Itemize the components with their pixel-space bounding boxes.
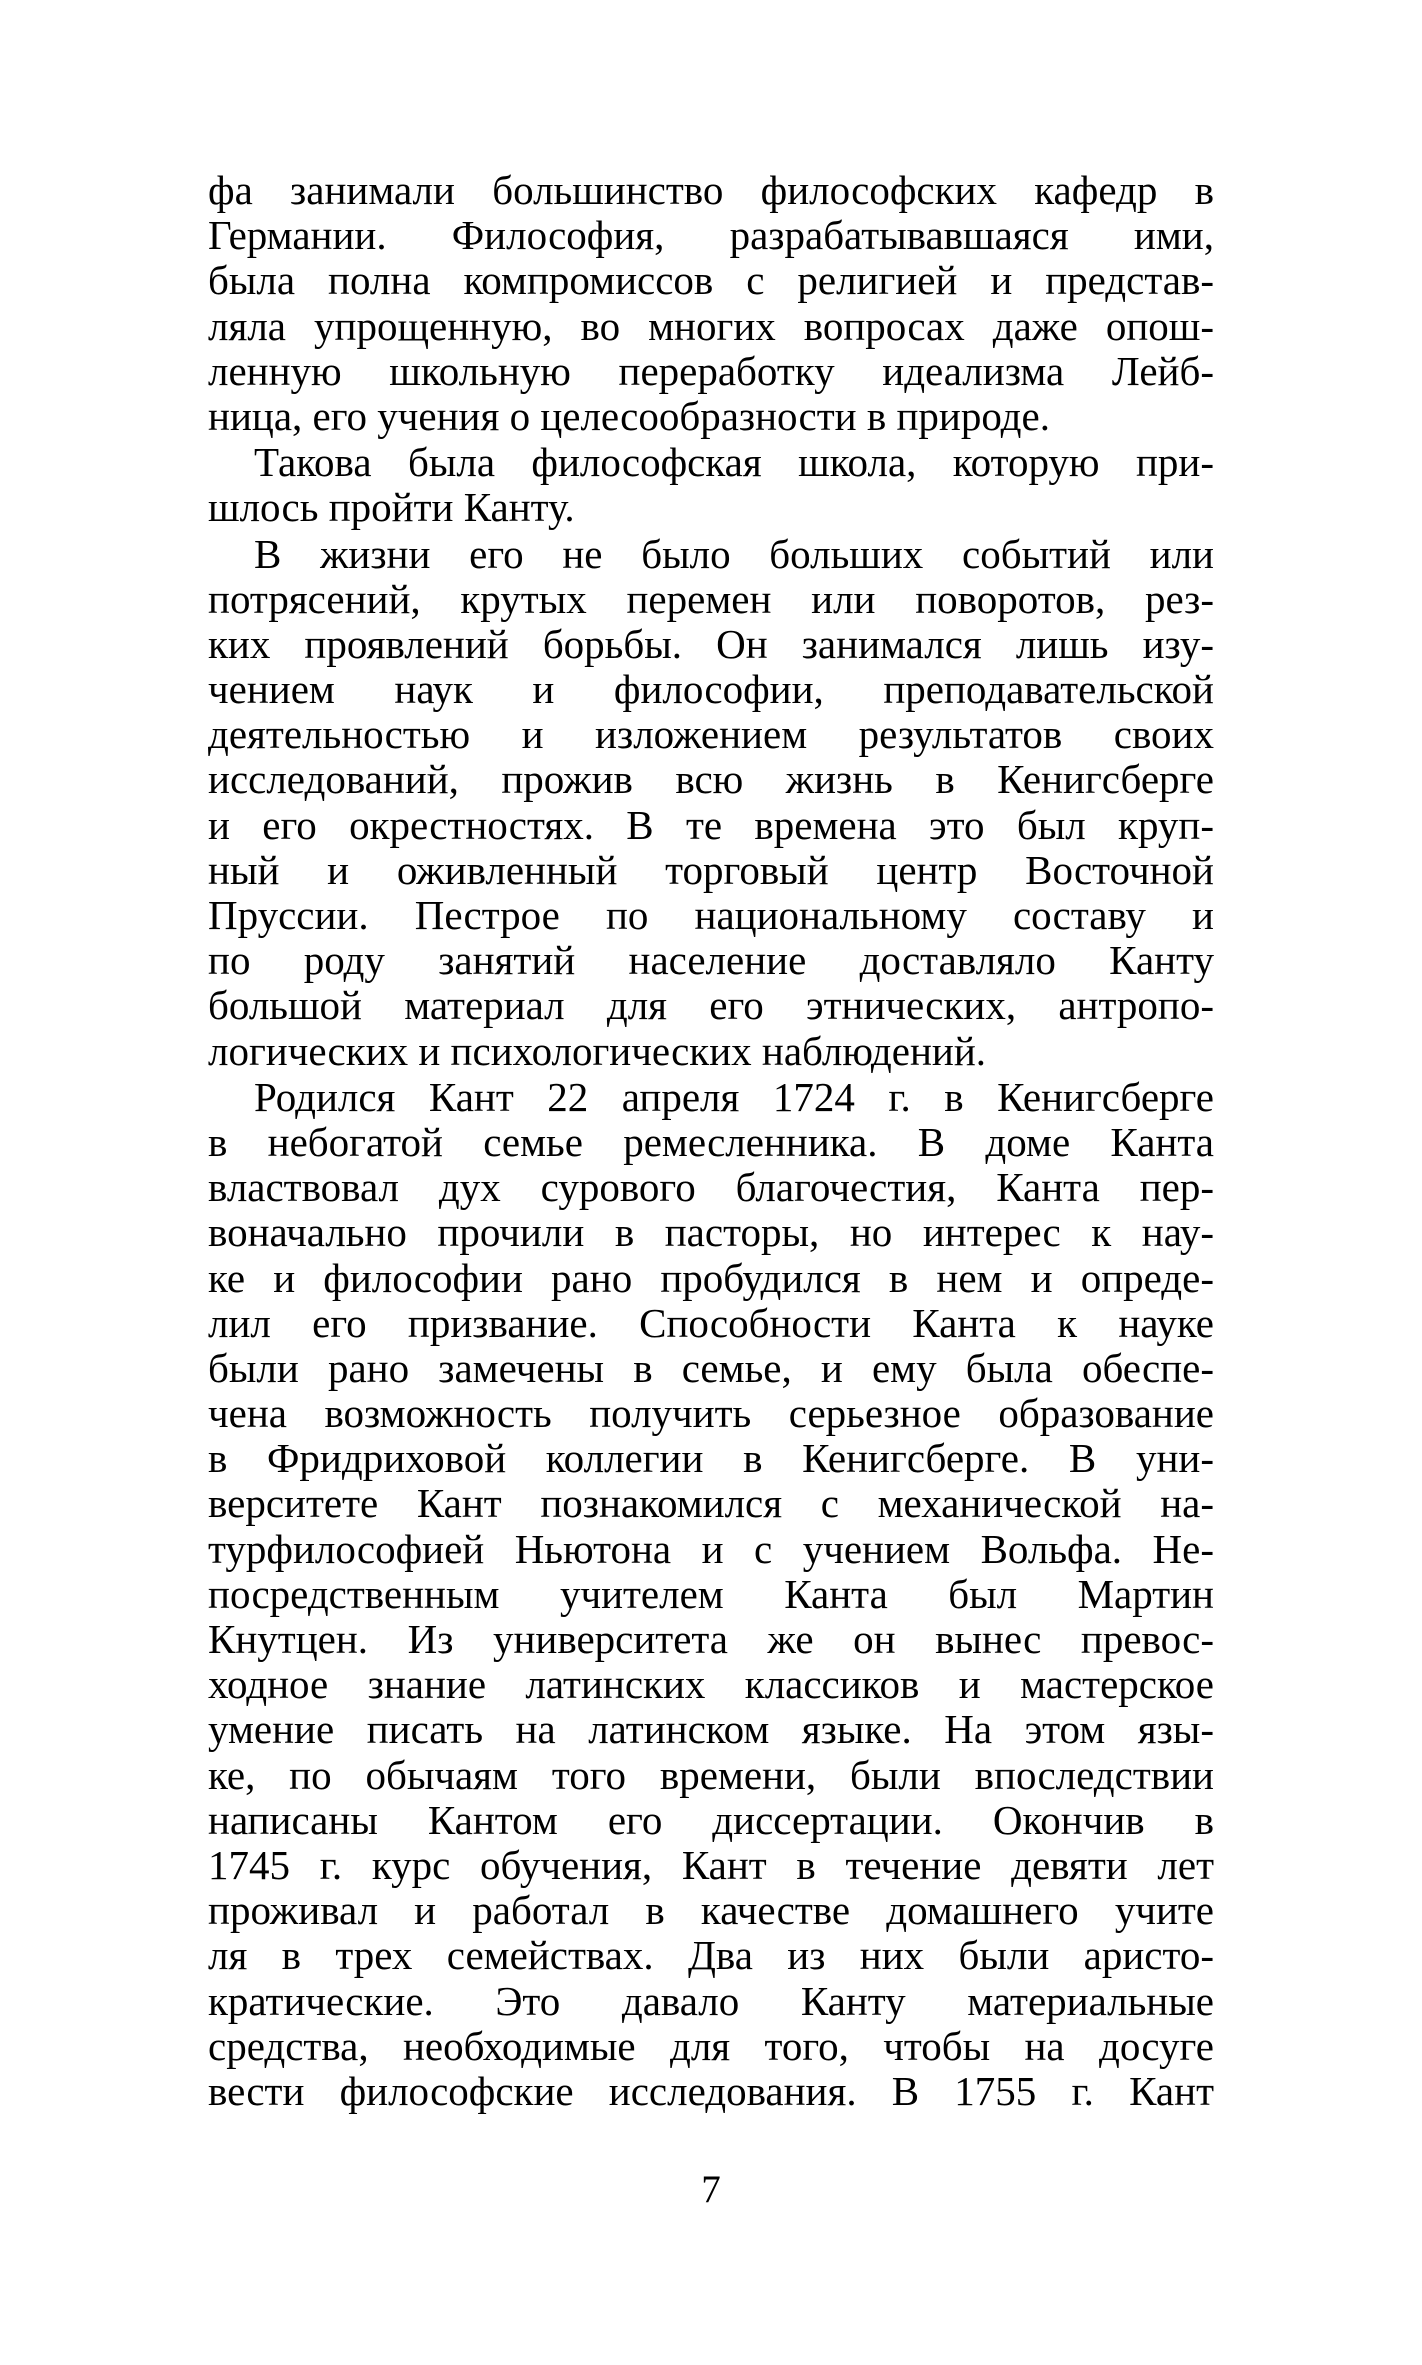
text-line: Пруссии. Пестрое по национальному составу и xyxy=(208,892,1214,938)
text-line: воначально прочили в пасторы, но интерес к нау- xyxy=(208,1209,1214,1256)
text-line: В жизни его не было больших событий или xyxy=(254,530,1214,577)
text-line: по роду занятий население доставляло Канту xyxy=(208,937,1214,984)
text-line: деятельностью и изложением результатов своих xyxy=(208,711,1214,758)
text-line: Такова была философская школа, которую при- xyxy=(254,439,1214,486)
paragraph xyxy=(208,1075,1214,2114)
text-line: турфилософией Ньютона и с учением Вольфа. Не- xyxy=(208,1525,1214,1572)
paragraph xyxy=(208,532,1214,1074)
text-line: ких проявлений борьбы. Он занимался лишь изу- xyxy=(208,620,1214,667)
text-line: логических и психологических наблюдений. xyxy=(208,1027,987,1074)
text-line: потрясений, крутых перемен или поворотов, рез- xyxy=(208,575,1214,622)
paragraph xyxy=(208,168,1214,439)
text-line: большой материал для его этнических, антропо- xyxy=(208,982,1214,1029)
text-line: лил его призвание. Способности Канта к науке xyxy=(208,1299,1214,1346)
text-line: ля в трех семействах. Два из них были аристо- xyxy=(208,1932,1214,1979)
text-line: ляла упрощенную, во многих вопросах даже опош- xyxy=(208,302,1214,349)
text-line: ке, по обычаям того времени, были впоследствии xyxy=(208,1751,1214,1798)
text-line: и его окрестностях. В те времена это был круп- xyxy=(208,801,1214,848)
page-number: 7 xyxy=(701,2168,721,2211)
page-body xyxy=(208,168,1214,2115)
text-line: Родился Кант 22 апреля 1724 г. в Кенигсберге xyxy=(254,1073,1214,1120)
text-line: ный и оживленный торговый центр Восточной xyxy=(208,846,1214,893)
text-line: Германии. Философия, разрабатывавшаяся ими, xyxy=(208,212,1214,259)
text-line: ница, его учения о целесообразности в природе. xyxy=(208,392,1050,439)
text-line: средства, необходимые для того, чтобы на досуге xyxy=(208,2022,1214,2069)
text-line: чена возможность получить серьезное образование xyxy=(208,1390,1214,1437)
text-line: ленную школьную переработку идеализма Лейб- xyxy=(208,347,1214,394)
text-line: шлось пройти Канту. xyxy=(208,484,575,531)
text-line: посредственным учителем Канта был Мартин xyxy=(208,1570,1214,1617)
text-line: умение писать на латинском языке. На этом язы- xyxy=(208,1706,1214,1753)
text-line: вести философские исследования. В 1755 г. Кант xyxy=(208,2067,1214,2114)
text-line: в Фридриховой коллегии в Кенигсберге. В уни- xyxy=(208,1435,1214,1482)
paragraph xyxy=(208,440,1214,530)
text-line: были рано замечены в семье, и ему была обеспе- xyxy=(208,1344,1214,1391)
text-line: чением наук и философии, преподавательской xyxy=(208,666,1214,713)
text-line: проживал и работал в качестве домашнего учите xyxy=(208,1887,1214,1934)
text-line: верситете Кант познакомился с механической на- xyxy=(208,1480,1214,1527)
text-line: Кнутцен. Из университета же он вынес превос- xyxy=(208,1616,1214,1662)
text-line: властвовал дух сурового благочестия, Канта пер- xyxy=(208,1164,1214,1211)
text-line: ке и философии рано пробудился в нем и опреде- xyxy=(208,1254,1214,1301)
text-line: фа занимали большинство философских кафедр в xyxy=(208,167,1214,213)
text-line: 1745 г. курс обучения, Кант в течение девяти лет xyxy=(208,1841,1214,1888)
text-line: написаны Кантом его диссертации. Окончив в xyxy=(208,1796,1214,1843)
text-line: исследований, прожив всю жизнь в Кенигсберге xyxy=(208,756,1214,803)
text-line: кратические. Это давало Канту материальные xyxy=(208,1977,1214,2024)
text-line: в небогатой семье ремесленника. В доме Канта xyxy=(208,1118,1214,1165)
text-line: ходное знание латинских классиков и мастерское xyxy=(208,1661,1214,1708)
text-line: была полна компромиссов с религией и представ- xyxy=(208,257,1214,304)
